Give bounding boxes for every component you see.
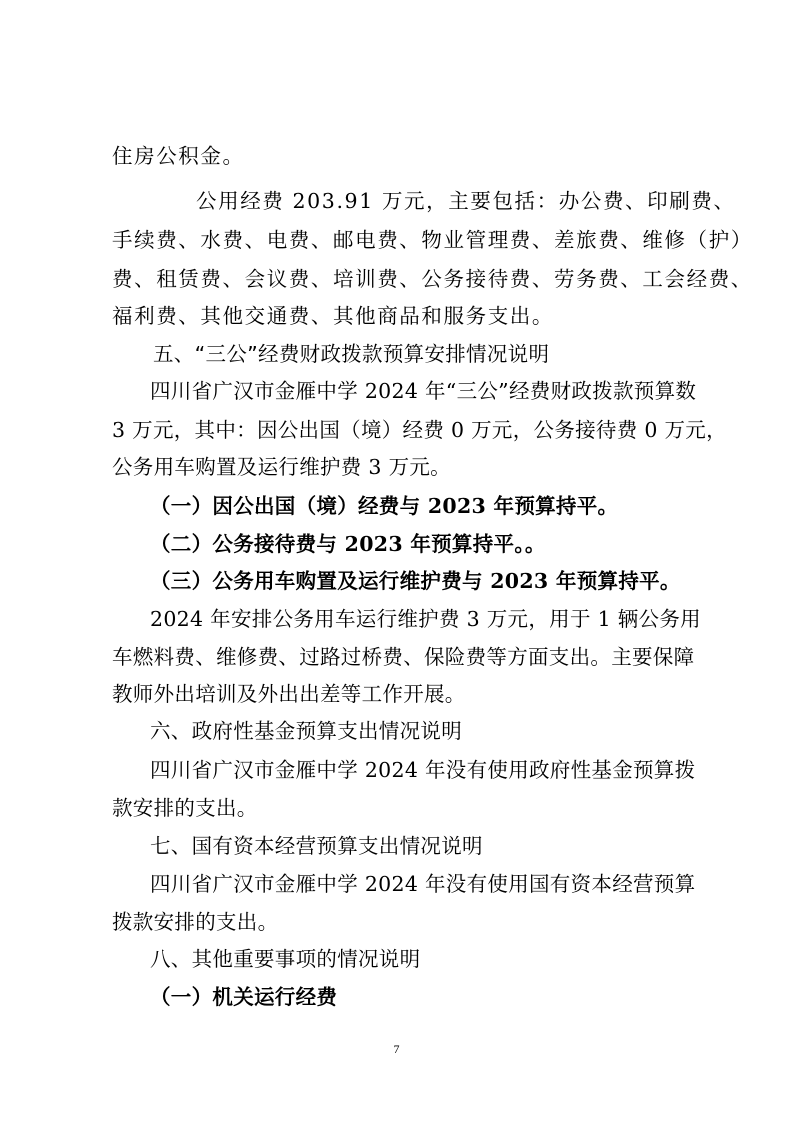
section-heading: 六、政府性基金预算支出情况说明: [150, 719, 462, 743]
body-text-line: 手续费、水费、电费、邮电费、物业管理费、差旅费、维修（护）: [112, 228, 753, 252]
subsection-heading: （三）公务用车购置及运行维护费与 2023 年预算持平。: [150, 569, 681, 593]
body-text-line: 2024 年安排公务用车运行维护费 3 万元，用于 1 辆公务用: [150, 607, 701, 631]
body-text-line: 拨款安排的支出。: [112, 910, 279, 934]
section-heading: 五、“三公”经费财政拨款预算安排情况说明: [153, 342, 550, 366]
subsection-heading: （二）公务接待费与 2023 年预算持平。。: [150, 532, 546, 556]
body-text-line: 公用经费 203.91 万元，主要包括：办公费、印刷费、: [196, 189, 736, 213]
section-heading: 八、其他重要事项的情况说明: [150, 947, 421, 971]
body-text-line: 费、租赁费、会议费、培训费、公务接待费、劳务费、工会经费、: [112, 267, 753, 291]
body-text-line: 四川省广汉市金雁中学 2024 年没有使用政府性基金预算拨: [150, 758, 696, 782]
page-number: 7: [393, 1042, 400, 1056]
body-text-line: 福利费、其他交通费、其他商品和服务支出。: [112, 304, 554, 328]
subsection-heading: （一）因公出国（境）经费与 2023 年预算持平。: [150, 494, 619, 518]
body-text-line: 车燃料费、维修费、过路过桥费、保险费等方面支出。主要保障: [112, 645, 695, 669]
body-text-line: 公务用车购置及运行维护费 3 万元。: [112, 455, 451, 479]
body-text-line: 四川省广汉市金雁中学 2024 年没有使用国有资本经营预算: [150, 872, 696, 896]
body-text-line: 住房公积金。: [112, 144, 245, 168]
body-text-line: 3 万元，其中：因公出国（境）经费 0 万元，公务接待费 0 万元，: [112, 418, 727, 442]
body-text-line: 教师外出培训及外出出差等工作开展。: [112, 682, 466, 706]
body-text-line: 款安排的支出。: [112, 796, 258, 820]
body-text-line: 四川省广汉市金雁中学 2024 年“三公”经费财政拨款预算数: [150, 379, 697, 403]
subsection-heading: （一）机关运行经费: [150, 985, 338, 1009]
section-heading: 七、国有资本经营预算支出情况说明: [150, 834, 483, 858]
